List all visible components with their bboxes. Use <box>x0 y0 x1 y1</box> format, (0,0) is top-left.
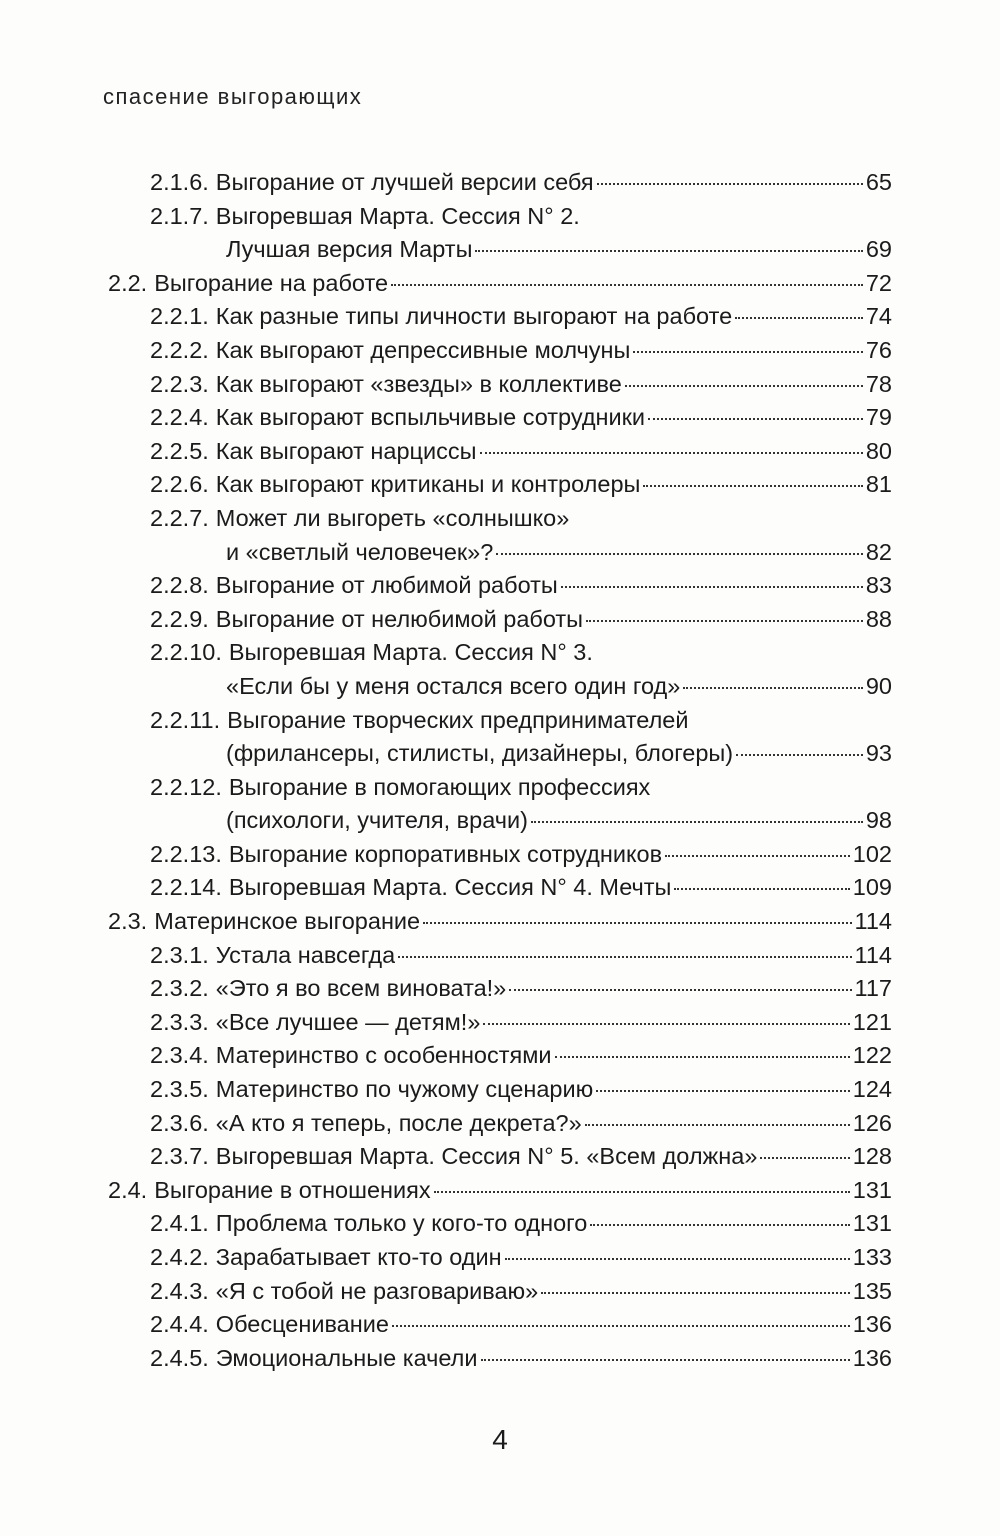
toc-entry-title: Выгоревшая Марта. Сессия N° 3. <box>228 639 593 666</box>
dot-leader <box>586 619 863 622</box>
toc-entry-number: 2.2.5. <box>150 437 209 464</box>
toc-entry-number: 2.2.11. <box>150 706 221 733</box>
dot-leader <box>596 1089 850 1092</box>
toc-entry-page: 79 <box>865 404 892 431</box>
toc-entry <box>0 1006 1000 1040</box>
toc-entry <box>0 1241 1000 1275</box>
dot-leader <box>496 552 863 555</box>
toc-entry-page: 78 <box>865 370 892 397</box>
toc-entry-page: 126 <box>852 1109 892 1136</box>
toc-entry <box>0 1073 1000 1107</box>
dot-leader <box>555 1055 850 1058</box>
toc-entry-page: 121 <box>852 1008 892 1035</box>
dot-leader <box>674 887 849 890</box>
toc-entry <box>0 1275 1000 1309</box>
dot-leader <box>561 585 863 588</box>
toc-entry-page: 72 <box>865 269 892 296</box>
toc-entry-number: 2.2.2. <box>150 336 209 363</box>
toc-entry-title: «А кто я теперь, после декрета?» <box>215 1109 582 1136</box>
toc-entry-continuation <box>0 804 1000 838</box>
toc-entry-title: Как выгорают депрессивные молчуны <box>215 336 631 363</box>
toc-entry <box>0 368 1000 402</box>
dot-leader <box>648 417 863 420</box>
toc-entry-number: 2.3.2. <box>150 975 209 1002</box>
dot-leader <box>391 283 863 286</box>
toc-entry-title: Как выгорают «звезды» в коллективе <box>215 370 622 397</box>
toc-entry-page: 80 <box>865 437 892 464</box>
toc-entry-number: 2.4.5. <box>150 1344 209 1371</box>
dot-leader <box>735 316 863 319</box>
toc-entry <box>0 1107 1000 1141</box>
toc-entry-number: 2.2.14. <box>150 874 222 901</box>
toc-entry-page: 74 <box>865 303 892 330</box>
toc-entry <box>0 435 1000 469</box>
toc-entry-title: Может ли выгореть «солнышко» <box>215 504 570 531</box>
toc-entry <box>0 838 1000 872</box>
dot-leader <box>475 249 862 252</box>
toc-entry <box>0 334 1000 368</box>
dot-leader <box>509 988 851 991</box>
dot-leader <box>480 451 863 454</box>
toc-entry-page: 88 <box>865 605 892 632</box>
toc-entry-page: 114 <box>854 941 892 968</box>
toc-entry-title: и «светлый человечек»? <box>226 538 494 565</box>
running-header: спасение выгорающих <box>103 84 363 109</box>
toc-entry-number: 2.3. <box>108 908 148 935</box>
toc-entry-title: Выгорание от любимой работы <box>215 572 558 599</box>
toc-entry-page: 93 <box>865 740 892 767</box>
toc-entry-number: 2.4.3. <box>150 1277 209 1304</box>
toc-entry-title: Выгоревшая Марта. Сессия N° 2. <box>215 202 580 229</box>
toc-entry <box>0 905 1000 939</box>
toc-entry-title: Выгоревшая Марта. Сессия N° 4. Мечты <box>228 874 672 901</box>
toc-entry-title: Выгорание на работе <box>154 269 389 296</box>
toc-entry-title: «Все лучшее — детям!» <box>215 1008 481 1035</box>
toc-entry-page: 81 <box>865 471 892 498</box>
toc-entry-page: 136 <box>852 1344 892 1371</box>
toc-entry <box>0 300 1000 334</box>
toc-entry-number: 2.2.12. <box>150 773 222 800</box>
toc-entry-number: 2.2.4. <box>150 404 209 431</box>
toc-entry-continuation <box>0 536 1000 570</box>
toc-entry-title: Как выгорают нарциссы <box>215 437 477 464</box>
toc-entry-page: 135 <box>852 1277 892 1304</box>
toc-entry-page: 102 <box>852 840 892 867</box>
toc-entry-page: 90 <box>865 672 892 699</box>
toc-entry-title: Как выгорают вспыльчивые сотрудники <box>215 404 646 431</box>
toc-entry-title: Проблема только у кого-то одного <box>215 1210 588 1237</box>
toc-entry-page: 83 <box>865 572 892 599</box>
toc-entry-title: Выгорание творческих предпринимателей <box>227 706 689 733</box>
dot-leader <box>392 1324 850 1327</box>
toc-entry-number: 2.2.7. <box>150 504 209 531</box>
toc-entry-title: Выгорание в помогающих профессиях <box>228 773 651 800</box>
dot-leader <box>434 1190 850 1193</box>
dot-leader <box>398 955 851 958</box>
toc-entry-number: 2.3.6. <box>150 1109 209 1136</box>
toc-entry-page: 124 <box>852 1076 892 1103</box>
toc-entry-number: 2.4.4. <box>150 1311 209 1338</box>
toc-entry <box>0 200 1000 234</box>
toc-entry-page: 131 <box>852 1176 892 1203</box>
toc-entry-number: 2.4. <box>108 1176 148 1203</box>
toc-entry-title: Лучшая версия Марты <box>226 236 473 263</box>
toc-entry-number: 2.1.7. <box>150 202 209 229</box>
toc-entry <box>0 972 1000 1006</box>
toc-entry-continuation <box>0 670 1000 704</box>
dot-leader <box>597 182 863 185</box>
toc-entry-number: 2.2. <box>108 269 148 296</box>
toc-entry <box>0 468 1000 502</box>
toc-entry <box>0 1039 1000 1073</box>
toc-entry-title: Материнское выгорание <box>154 908 421 935</box>
toc-entry-title: Материнство с особенностями <box>215 1042 552 1069</box>
toc-entry <box>0 401 1000 435</box>
dot-leader <box>541 1291 850 1294</box>
toc-entry <box>0 569 1000 603</box>
toc-entry <box>0 1342 1000 1376</box>
toc-entry-number: 2.2.1. <box>150 303 209 330</box>
toc-entry <box>0 939 1000 973</box>
toc-entry <box>0 636 1000 670</box>
toc-entry-title: Выгоревшая Марта. Сессия N° 5. «Всем должна» <box>215 1143 758 1170</box>
toc-entry-title: Выгорание в отношениях <box>154 1176 431 1203</box>
toc-entry-number: 2.2.13. <box>150 840 222 867</box>
toc-entry-number: 2.2.10. <box>150 639 222 666</box>
toc-entry <box>0 502 1000 536</box>
dot-leader <box>643 484 862 487</box>
dot-leader <box>683 686 863 689</box>
toc-entry-number: 2.4.1. <box>150 1210 209 1237</box>
toc-entry <box>0 1308 1000 1342</box>
dot-leader <box>585 1123 850 1126</box>
toc-entry-number: 2.2.9. <box>150 605 209 632</box>
toc-entry-page: 65 <box>865 169 892 195</box>
toc-entry <box>0 871 1000 905</box>
toc-entry-page: 136 <box>852 1311 892 1338</box>
toc-entry-title: «Я с тобой не разговариваю» <box>215 1277 539 1304</box>
toc-entry-number: 2.2.3. <box>150 370 209 397</box>
toc-entry <box>0 166 1000 200</box>
toc-entry-page: 131 <box>852 1210 892 1237</box>
dot-leader <box>665 854 850 857</box>
toc-entry-page: 128 <box>852 1143 892 1170</box>
dot-leader <box>633 350 862 353</box>
toc-entry-title: Зарабатывает кто-то один <box>215 1244 502 1270</box>
dot-leader <box>625 384 863 387</box>
toc-entry-title: «Это я во всем виновата!» <box>215 975 507 1002</box>
toc-entry-continuation <box>0 737 1000 771</box>
toc-entry-number: 2.1.6. <box>150 169 209 195</box>
page-number: 4 <box>492 1424 508 1455</box>
toc-entry-number: 2.2.8. <box>150 572 209 599</box>
toc-entry-title: (психологи, учителя, врачи) <box>226 807 528 834</box>
toc-entry-number: 2.3.5. <box>150 1076 209 1103</box>
dot-leader <box>423 921 851 924</box>
dot-leader <box>760 1156 849 1159</box>
toc-entry-title: «Если бы у меня остался всего один год» <box>226 672 681 699</box>
toc-entry-number: 2.3.7. <box>150 1143 209 1170</box>
toc-entry-page: 114 <box>854 908 892 935</box>
toc-entry-page: 82 <box>865 538 892 565</box>
toc-entry-number: 2.3.4. <box>150 1042 209 1069</box>
dot-leader <box>505 1257 850 1260</box>
toc-entry-number: 2.4.2. <box>150 1244 209 1270</box>
toc-entry-page: 98 <box>865 807 892 834</box>
toc-entry-page: 133 <box>852 1244 892 1270</box>
toc-entry <box>0 771 1000 805</box>
toc-entry <box>0 1174 1000 1208</box>
toc-entry-number: 2.2.6. <box>150 471 209 498</box>
toc-entry <box>0 704 1000 738</box>
toc-entry-page: 122 <box>852 1042 892 1069</box>
toc-entry-title: Эмоциональные качели <box>215 1344 478 1371</box>
toc-entry <box>0 1207 1000 1241</box>
toc-entry <box>0 603 1000 637</box>
toc-entry-title: Выгорание от нелюбимой работы <box>215 605 584 632</box>
dot-leader <box>481 1358 850 1361</box>
toc-entry-title: Как выгорают критиканы и контролеры <box>215 471 641 498</box>
dot-leader <box>736 753 863 756</box>
dot-leader <box>590 1223 849 1226</box>
toc-entry-page: 69 <box>865 236 892 263</box>
toc-entry-number: 2.3.1. <box>150 941 209 968</box>
toc-entry-page: 117 <box>854 975 892 1002</box>
toc-entry-title: Как разные типы личности выгорают на работе <box>215 303 733 330</box>
toc-entry-page: 76 <box>865 336 892 363</box>
toc-entry <box>0 1140 1000 1174</box>
dot-leader <box>483 1022 849 1025</box>
toc-entry-title: Выгорание от лучшей версии себя <box>215 169 594 195</box>
toc-entry-page: 109 <box>852 874 892 901</box>
dot-leader <box>531 820 863 823</box>
toc-entry-number: 2.3.3. <box>150 1008 209 1035</box>
toc-entry-title: Устала навсегда <box>215 941 396 968</box>
toc-entry-title: Материнство по чужому сценарию <box>215 1076 594 1103</box>
toc-entry-continuation <box>0 233 1000 267</box>
table-of-contents <box>0 166 1000 1375</box>
toc-entry-title: (фрилансеры, стилисты, дизайнеры, блогеры) <box>226 740 734 767</box>
toc-entry <box>0 267 1000 301</box>
toc-entry-title: Обесценивание <box>215 1311 389 1338</box>
toc-entry-title: Выгорание корпоративных сотрудников <box>228 840 663 867</box>
